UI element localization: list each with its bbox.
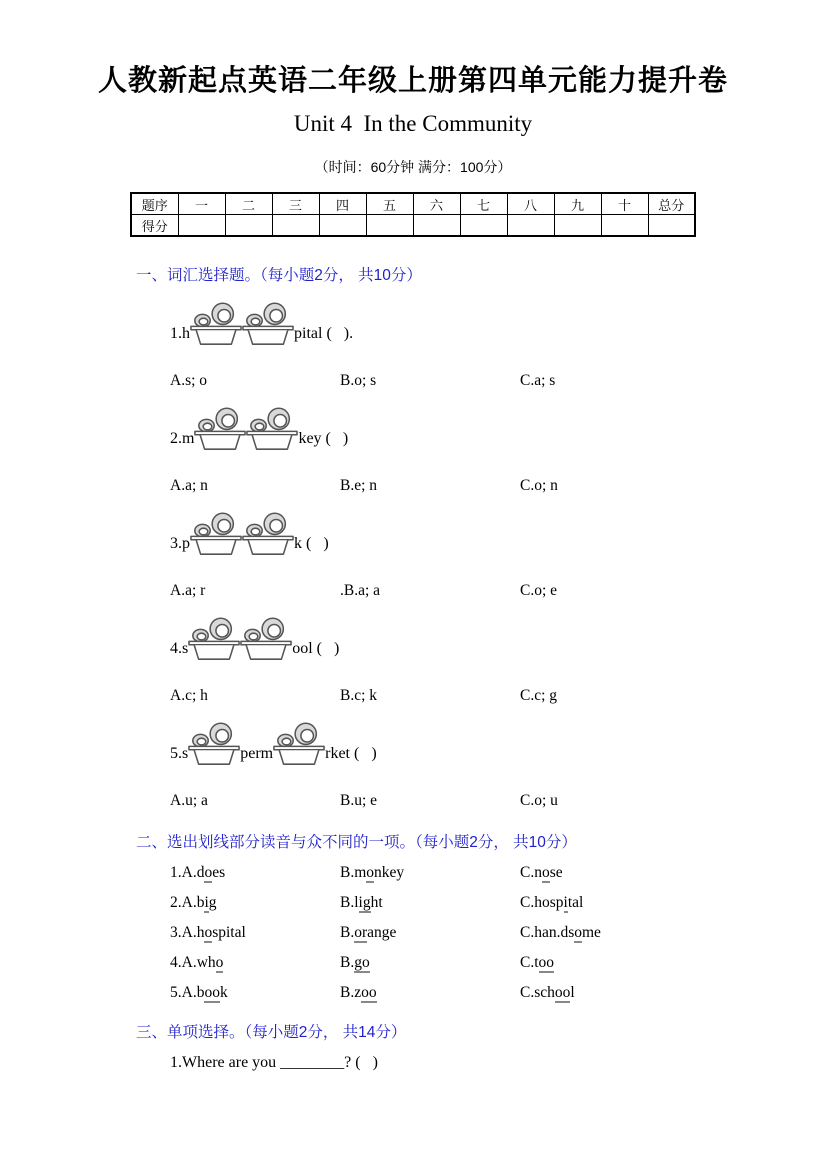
options-row <box>170 582 736 600</box>
score-table-score-row <box>131 215 695 237</box>
question-text: ool ( ) <box>292 640 340 657</box>
basket-icon <box>242 510 294 556</box>
basket-icon <box>273 720 325 766</box>
score-empty-cell <box>413 215 460 237</box>
unit-title: Unit 4 In the Community <box>293 111 533 136</box>
score-table-header-cell: 一 <box>178 193 225 215</box>
section1-heading: 一、词汇选择题。（每小题2分， 共10分） <box>136 267 422 284</box>
question-text: perm <box>240 745 274 762</box>
options-row <box>170 687 736 705</box>
option-c: C.o; n <box>520 477 558 494</box>
option-c: C.hospital <box>520 894 584 911</box>
underlined-letters: o <box>541 864 550 881</box>
score-table-header-cell: 七 <box>460 193 507 215</box>
options-row <box>170 372 736 390</box>
option-b: B.e; n <box>340 477 378 494</box>
option-b: B.u; e <box>340 792 378 809</box>
pronunciation-row-5 <box>170 984 736 1002</box>
underlined-letters: i <box>563 894 568 911</box>
underlined-letters: o <box>215 954 224 971</box>
option-b: B.c; k <box>340 687 378 704</box>
option-a: A.u; a <box>170 792 208 809</box>
basket-icon <box>246 405 298 451</box>
score-empty-cell <box>319 215 366 237</box>
underlined-letters: o <box>204 864 213 881</box>
basket-icon <box>188 720 240 766</box>
option-a: 4.A.who <box>170 954 224 971</box>
option-c: C.school <box>520 984 575 1001</box>
underlined-letters: oo <box>361 984 377 1001</box>
question-line-4 <box>170 615 736 661</box>
underlined-letters: o <box>574 924 582 941</box>
question-text: 2.m <box>170 430 195 447</box>
underlined-letters: or <box>354 924 368 941</box>
option-b: B.go <box>340 954 370 971</box>
exam-title: 人教新起点英语二年级上册第四单元能力提升卷 <box>97 65 728 97</box>
basket-icon <box>242 300 294 346</box>
question-text: key ( ) <box>298 430 349 447</box>
option-a: 1.A.does <box>170 864 226 881</box>
question-text: 1.h <box>170 325 190 342</box>
question-line-1 <box>170 300 736 346</box>
question-text: pital ( ). <box>294 325 354 342</box>
question-text: 3.p <box>170 535 190 552</box>
question-line-3 <box>170 510 736 556</box>
exam-body <box>136 263 736 1072</box>
pronunciation-row-2 <box>170 894 736 912</box>
option-c: C.o; u <box>520 792 558 809</box>
option-b: B.orange <box>340 924 397 941</box>
options-row <box>170 477 736 495</box>
score-empty-cell <box>460 215 507 237</box>
question-line-5 <box>170 720 736 766</box>
score-empty-cell <box>366 215 413 237</box>
option-a: 3.A.hospital <box>170 924 246 941</box>
pronunciation-row-4 <box>170 954 736 972</box>
score-table-header-cell: 八 <box>507 193 554 215</box>
underlined-letters: oo <box>204 984 220 1001</box>
question-text: 4.s <box>170 640 189 657</box>
score-empty-cell <box>272 215 319 237</box>
question-line-2 <box>170 405 736 451</box>
option-a: A.a; r <box>170 582 206 599</box>
score-table-header-row <box>131 193 695 215</box>
underlined-letters: i <box>204 894 209 911</box>
option-a: 2.A.big <box>170 894 217 911</box>
underlined-letters: o <box>204 924 213 941</box>
score-table-header-cell: 十 <box>601 193 648 215</box>
basket-icon <box>188 615 240 661</box>
underlined-letters: go <box>354 954 370 971</box>
score-table-label: 题序 <box>131 193 178 215</box>
option-a: 5.A.book <box>170 984 228 1001</box>
basket-icon <box>194 405 246 451</box>
option-c: C.nose <box>520 864 563 881</box>
option-b: B.light <box>340 894 383 911</box>
options-row <box>170 792 736 810</box>
score-table-header-cell: 总分 <box>648 193 695 215</box>
score-empty-cell <box>178 215 225 237</box>
pronunciation-row-3 <box>170 924 736 942</box>
underlined-letters: ig <box>358 894 371 911</box>
score-table-header-cell: 六 <box>413 193 460 215</box>
basket-icon <box>240 615 292 661</box>
exam-info: （时间：60分钟 满分：100分） <box>314 159 512 175</box>
option-c: C.o; e <box>520 582 558 599</box>
option-b: B.o; s <box>340 372 377 389</box>
option-b: .B.a; a <box>340 582 381 599</box>
section2-heading: 二、选出划线部分读音与众不同的一项。（每小题2分， 共10分） <box>136 834 577 851</box>
option-b: B.monkey <box>340 864 405 881</box>
option-c: C.a; s <box>520 372 556 389</box>
option-c: C.too <box>520 954 555 971</box>
underlined-letters: oo <box>554 984 571 1001</box>
underlined-letters: o <box>366 864 375 881</box>
score-table-header-cell: 五 <box>366 193 413 215</box>
question-text: k ( ) <box>294 535 329 552</box>
score-table <box>130 192 696 237</box>
option-a: A.s; o <box>170 372 208 389</box>
option-c: C.c; g <box>520 687 558 704</box>
score-empty-cell <box>601 215 648 237</box>
score-table-label: 得分 <box>131 215 178 237</box>
basket-icon <box>190 510 242 556</box>
score-table-header-cell: 九 <box>554 193 601 215</box>
option-a: A.c; h <box>170 687 208 704</box>
score-empty-cell <box>225 215 272 237</box>
question-text: 5.s <box>170 745 189 762</box>
score-empty-cell <box>648 215 695 237</box>
option-a: A.a; n <box>170 477 208 494</box>
underlined-letters: oo <box>538 954 555 971</box>
score-empty-cell <box>554 215 601 237</box>
option-c: C.han.dsome <box>520 924 601 941</box>
question-text: rket ( ) <box>325 745 377 762</box>
score-table-header-cell: 三 <box>272 193 319 215</box>
score-table-header-cell: 四 <box>319 193 366 215</box>
section3-heading: 三、单项选择。（每小题2分， 共14分） <box>136 1024 407 1041</box>
section3-question-1: 1.Where are you ________? ( ) <box>170 1054 378 1071</box>
score-empty-cell <box>507 215 554 237</box>
basket-icon <box>190 300 242 346</box>
pronunciation-row-1 <box>170 864 736 882</box>
score-table-header-cell: 二 <box>225 193 272 215</box>
option-b: B.zoo <box>340 984 377 1001</box>
